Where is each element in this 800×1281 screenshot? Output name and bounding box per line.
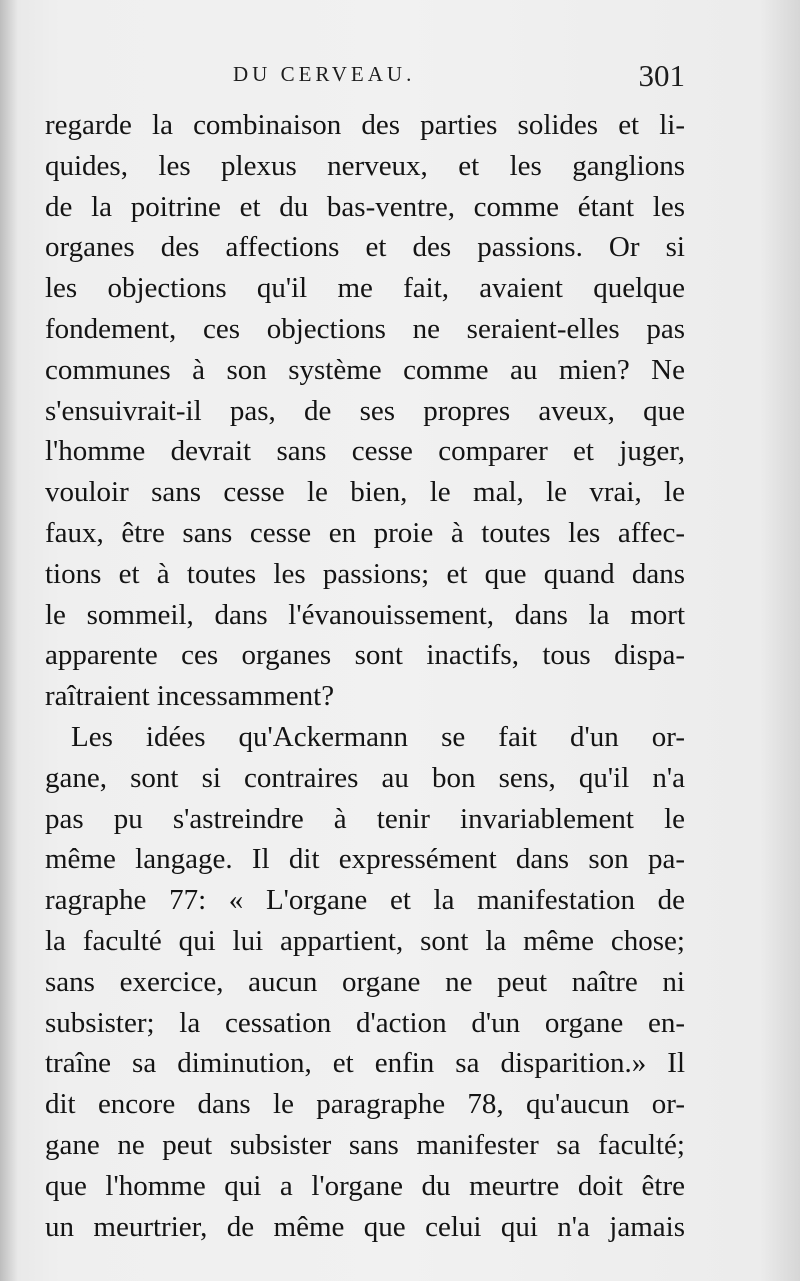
text-line: organes des affections et des passions. Or si: [45, 231, 685, 264]
text-line: sans exercice, aucun organe ne peut naître ni: [45, 965, 685, 998]
text-line: raîtraient incessamment?: [45, 680, 335, 713]
text-line: vouloir sans cesse le bien, le mal, le vrai, le: [45, 476, 685, 509]
text-line: fondement, ces objections ne seraient-elles pas: [45, 312, 685, 345]
text-line: dit encore dans le paragraphe 78, qu'aucun or-: [45, 1088, 685, 1121]
text-line: subsister; la cessation d'action d'un organe en-: [45, 1006, 685, 1039]
text-line: que l'homme qui a l'organe du meurtre doit être: [45, 1169, 685, 1202]
text-line: les objections qu'il me fait, avaient quelque: [45, 272, 685, 305]
text-line: gane ne peut subsister sans manifester sa faculté;: [45, 1128, 685, 1161]
text-line: faux, être sans cesse en proie à toutes les affec-: [45, 516, 685, 549]
text-line: communes à son système comme au mien? Ne: [45, 353, 685, 386]
text-line: de la poitrine et du bas-ventre, comme étant les: [45, 190, 685, 223]
running-head: [45, 58, 685, 94]
text-line: s'ensuivrait-il pas, de ses propres aveux, que: [45, 394, 685, 427]
text-line: la faculté qui lui appartient, sont la même chose;: [45, 924, 685, 957]
text-line: regarde la combinaison des parties solides et li-: [45, 109, 685, 141]
paragraph-1: [45, 105, 685, 717]
body-text: [45, 105, 685, 1247]
text-line: Les idées qu'Ackermann se fait d'un or-: [71, 720, 685, 753]
text-line: pas pu s'astreindre à tenir invariablement le: [45, 802, 685, 835]
text-line: quides, les plexus nerveux, et les ganglions: [45, 149, 685, 182]
text-line: un meurtrier, de même que celui qui n'a jamais: [45, 1210, 685, 1243]
text-line: tions et à toutes les passions; et que quand dans: [45, 557, 685, 590]
paragraph-2: [45, 717, 685, 1247]
text-line: ragraphe 77: « L'organe et la manifestation de: [45, 884, 685, 917]
text-line: traîne sa diminution, et enfin sa disparition.» Il: [45, 1047, 685, 1080]
text-line: gane, sont si contraires au bon sens, qu'il n'a: [45, 761, 685, 794]
text-line: apparente ces organes sont inactifs, tous dispa-: [45, 639, 685, 672]
text-line: le sommeil, dans l'évanouissement, dans la mort: [45, 598, 685, 631]
text-line: l'homme devrait sans cesse comparer et juger,: [45, 435, 685, 468]
running-title: DU CERVEAU.: [233, 62, 416, 86]
text-line: même langage. Il dit expressément dans son pa-: [45, 843, 685, 876]
page-number: 301: [638, 58, 685, 93]
